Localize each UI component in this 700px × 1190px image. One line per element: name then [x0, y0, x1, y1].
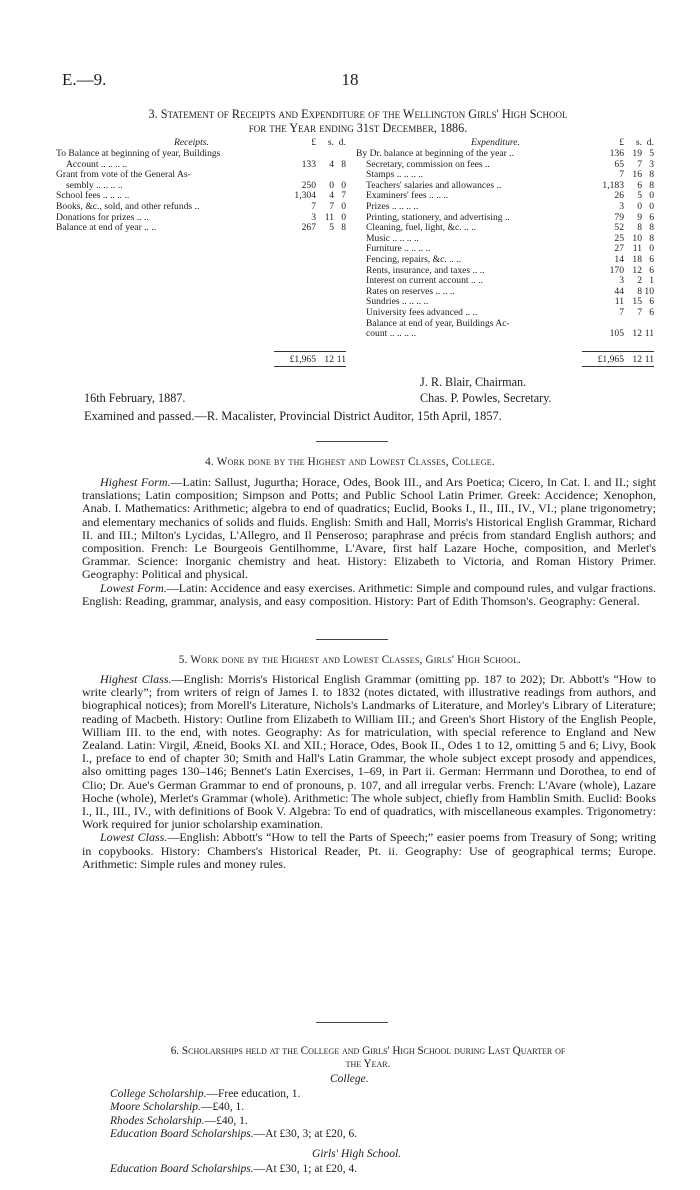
- scholarship-item: [110, 1163, 357, 1176]
- section-4-highest-label: Highest Form.: [100, 475, 171, 489]
- pounds-col-header: £: [311, 137, 316, 148]
- expenditure-total-shillings: 12: [632, 354, 642, 365]
- account-row-label: Prizes .. .. .. ..: [366, 201, 419, 212]
- amount-pounds: 52: [614, 222, 624, 234]
- account-row-label: Examiners' fees .. .. ..: [366, 191, 449, 202]
- expenditure-total-pounds: £1,965: [597, 354, 624, 365]
- scholarship-name: Moore Scholarship.: [110, 1101, 201, 1114]
- section-5-lowest: [82, 831, 656, 871]
- amount-pounds: 250: [301, 179, 316, 191]
- expenditure-total-rule: [582, 351, 654, 352]
- amount-pence: 0: [341, 200, 346, 212]
- account-row-label: Fencing, repairs, &c. .. ..: [366, 254, 462, 265]
- amount-pounds: 7: [619, 306, 624, 318]
- receipts-total-shillings: 12: [324, 354, 334, 365]
- scholarship-name: College Scholarship.: [110, 1088, 207, 1100]
- pence-col-header: d.: [338, 137, 346, 148]
- account-row: [356, 202, 654, 213]
- scholarship-detail: —At £30, 1; at £20, 4.: [253, 1163, 358, 1175]
- receipts-rows: [56, 149, 346, 234]
- receipts-heading: Receipts.: [174, 137, 209, 148]
- account-row-label: Rents, insurance, and taxes .. ..: [366, 265, 485, 276]
- amount-shillings: 2: [637, 275, 642, 287]
- pence-col-header: d.: [646, 137, 654, 148]
- account-row-label: count .. .. .. ..: [366, 329, 417, 340]
- amount-pounds: 25: [614, 232, 624, 244]
- account-row: [56, 202, 346, 213]
- expenditure-total-underline: [582, 366, 654, 367]
- section-6-title-line1: 6. Scholarships held at the College and Girls' High School during Last Quarter of: [170, 1045, 566, 1057]
- receipts-total-pence: 11: [336, 354, 346, 365]
- amount-shillings: 10: [632, 232, 642, 244]
- amount-shillings: 11: [632, 243, 642, 255]
- section-4-lowest: [82, 582, 656, 608]
- amount-pence: 7: [341, 190, 346, 202]
- account-row-label: Rates on reserves .. .. ..: [366, 286, 455, 297]
- section-4-lowest-label: Lowest Form.: [100, 580, 167, 595]
- amount-pence: 8: [649, 169, 654, 181]
- account-row: [356, 191, 654, 202]
- scholarship-item: [110, 1101, 357, 1114]
- account-row: [56, 149, 346, 160]
- pounds-col-header: £: [619, 137, 624, 148]
- section-4-title: 4. Work done by the Highest and Lowest Classes, College.: [205, 456, 495, 468]
- account-row: [356, 244, 654, 255]
- receipts-column: [56, 138, 346, 234]
- section-6-title-line2: the Year.: [345, 1058, 391, 1070]
- college-heading: College.: [330, 1073, 369, 1085]
- account-row: [356, 160, 654, 171]
- account-row-label: To Balance at beginning of year, Buildings: [56, 149, 221, 159]
- section-3-title-line1: 3. Statement of Receipts and Expenditure of the Wellington Girls' High School: [148, 107, 568, 121]
- audit-statement: Examined and passed.—R. Macalister, Provincial District Auditor, 15th April, 1857.: [84, 409, 502, 423]
- expenditure-rows: [356, 149, 654, 340]
- amount-pence: 0: [649, 190, 654, 202]
- expenditure-column: [356, 138, 654, 340]
- amount-pence: 8: [341, 222, 346, 234]
- amount-pounds: 27: [614, 243, 624, 255]
- amount-pounds: 170: [609, 264, 624, 276]
- amount-pounds: 3: [619, 275, 624, 287]
- amount-pounds: 44: [614, 285, 624, 297]
- account-row: [356, 223, 654, 234]
- document-reference: E.—9.: [62, 70, 107, 89]
- section-divider: [316, 441, 388, 442]
- account-row-label: Cleaning, fuel, light, &c. .. ..: [366, 223, 477, 234]
- amount-shillings: 12: [632, 328, 642, 340]
- amount-pounds: 26: [614, 190, 624, 202]
- amount-shillings: 0: [329, 179, 334, 191]
- account-row: [356, 297, 654, 308]
- account-row-label: Teachers' salaries and allowances ..: [366, 180, 502, 191]
- receipts-header: [56, 138, 346, 149]
- account-row-label: Sundries .. .. .. ..: [366, 297, 429, 308]
- scholarship-item: [110, 1128, 357, 1141]
- account-row: [356, 308, 654, 319]
- amount-pence: 6: [649, 306, 654, 318]
- account-row-label: Stamps .. .. .. ..: [366, 170, 424, 181]
- section-4-highest-text: —Latin: Sallust, Jugurtha; Horace, Odes, Book III., and Ars Poetica; Cicero, In Cat. I. and II.; sight translations; Latin composition; Simpson and Potts; and Public School Latin Primer. Greek: Accidence; Xenophon, Anab. I. Mathematics: Arithmetic; algebra to end of quadratics; Euclid, Books I., II., III., IV., VI.; plane trigonometry; and elementary mechanics of solids and fluids. English: Smith and Hall, Morris's Historical English Grammar, Richard II. and III.; Milton's Lycidas, L'Allegro, and Il Penseroso; paraphrase and précis from standard English authors; and composition. French: Le Bourgeois Gentilhomme, L'Avare, first half Lazare Hoche, composition, and Merlet's Grammar. Science: Inorganic chemistry and heat. History: Elizabeth to Victoria, and Roman History Primer. Geography: Political and physical.: [82, 475, 656, 582]
- amount-pounds: 3: [311, 211, 316, 223]
- amount-shillings: 6: [637, 179, 642, 191]
- girls-scholarships: [110, 1163, 357, 1176]
- account-row: [356, 266, 654, 277]
- amount-pence: 6: [649, 264, 654, 276]
- amount-shillings: 8: [637, 222, 642, 234]
- amount-pence: 8: [649, 222, 654, 234]
- account-row: [356, 149, 654, 160]
- amount-pence: 0: [341, 211, 346, 223]
- amount-pounds: 7: [619, 169, 624, 181]
- receipts-total-pounds: £1,965: [289, 354, 316, 365]
- amount-shillings: 9: [637, 211, 642, 223]
- section-5-lowest-text: —English: Abbott's “How to tell the Parts of Speech;” easier poems from Treasury of Song; writing in copybooks. History: Chambers's Historical Reader, Pt. ii. Geography: Use of geographical terms; Europe. Arithmetic: Simple rules and money rules.: [82, 830, 656, 871]
- account-row-label: Account .. .. .. ..: [66, 159, 128, 170]
- receipts-total-underline: [274, 366, 346, 367]
- amount-shillings: 4: [329, 158, 334, 170]
- girls-high-school-heading: Girls' High School.: [312, 1148, 402, 1160]
- expenditure-total-pence: 11: [644, 354, 654, 365]
- amount-pence: 1: [649, 275, 654, 287]
- amount-pounds: 1,183: [602, 179, 624, 191]
- account-row-label: By Dr. balance at beginning of the year ..: [356, 149, 514, 159]
- account-row-label: Secretary, commission on fees ..: [366, 159, 490, 170]
- amount-pence: 6: [649, 296, 654, 308]
- account-row-label: Printing, stationery, and advertising ..: [366, 212, 510, 223]
- account-row-label: Interest on current account .. ..: [366, 276, 483, 287]
- amount-shillings: 11: [324, 211, 334, 223]
- amount-pounds: 3: [619, 200, 624, 212]
- college-scholarships: [110, 1088, 357, 1142]
- scholarship-detail: —At £30, 3; at £20, 6.: [253, 1128, 358, 1141]
- section-divider: [316, 1022, 388, 1023]
- account-row-label: Balance at end of year .. ..: [56, 223, 157, 234]
- amount-pounds: 1,304: [294, 190, 316, 202]
- amount-shillings: 5: [329, 222, 334, 234]
- amount-shillings: 0: [637, 200, 642, 212]
- amount-pence: 8: [341, 158, 346, 170]
- section-6-title: [82, 1045, 654, 1071]
- scholarship-name: Education Board Scholarships.: [110, 1128, 254, 1141]
- amount-shillings: 15: [632, 296, 642, 308]
- scholarship-detail: —£40, 1.: [204, 1114, 248, 1127]
- amount-pounds: 105: [609, 328, 624, 340]
- chairman-signature: J. R. Blair, Chairman.: [420, 375, 527, 389]
- account-row-label: Balance at end of year, Buildings Ac-: [366, 318, 510, 329]
- amount-pence: 0: [649, 200, 654, 212]
- shillings-col-header: s.: [635, 137, 642, 148]
- account-row: [356, 234, 654, 245]
- page-header: [62, 70, 638, 90]
- secretary-signature: Chas. P. Powles, Secretary.: [420, 391, 552, 405]
- account-row-label: Donations for prizes .. ..: [56, 212, 149, 223]
- section-5-body: [82, 673, 656, 871]
- amount-shillings: 18: [632, 253, 642, 265]
- section-4-lowest-text: —Latin: Accidence and easy exercises. Arithmetic: Simple and compound rules, and vulgar fractions. English: Reading, grammar, analysis, and easy composition. History: Part of Edith Thomson's. Geography: General.: [82, 580, 656, 608]
- section-5-title: 5. Work done by the Highest and Lowest Classes, Girls' High School.: [178, 654, 522, 666]
- account-row: [356, 255, 654, 266]
- amount-shillings: 16: [632, 169, 642, 181]
- account-row-label: Grant from vote of the General As-: [56, 170, 191, 181]
- account-row-label: Books, &c., sold, and other refunds ..: [56, 201, 200, 212]
- amount-shillings: 12: [632, 264, 642, 276]
- account-row: [56, 160, 346, 171]
- scholarship-item: [110, 1115, 357, 1128]
- amount-pence: 3: [649, 158, 654, 170]
- amount-shillings: 7: [637, 158, 642, 170]
- amount-pence: 6: [649, 211, 654, 223]
- amount-pounds: 7: [311, 200, 316, 212]
- account-row-label: School fees .. .. .. ..: [56, 191, 130, 202]
- scholarship-detail: —Free education, 1.: [206, 1088, 301, 1100]
- amount-pounds: 133: [301, 158, 316, 170]
- amount-pence: 8: [649, 232, 654, 244]
- amount-shillings: 7: [637, 306, 642, 318]
- amount-shillings: 4: [329, 190, 334, 202]
- signature-chairman: [420, 375, 526, 390]
- section-3-title: [76, 107, 640, 135]
- section-divider: [316, 639, 388, 640]
- account-row: [56, 191, 346, 202]
- amount-pounds: 14: [614, 253, 624, 265]
- account-row: [356, 213, 654, 224]
- account-row: [56, 223, 346, 234]
- amount-shillings: 7: [329, 200, 334, 212]
- account-row: [356, 181, 654, 192]
- amount-pence: 8: [649, 179, 654, 191]
- section-4-body: [82, 476, 656, 608]
- amount-pounds: 11: [614, 296, 624, 308]
- amount-pence: 5: [649, 148, 654, 159]
- scholarship-name: Education Board Scholarships.: [110, 1163, 254, 1175]
- account-row-label: Furniture .. .. .. ..: [366, 244, 431, 255]
- section-4-highest: [82, 476, 656, 582]
- section-5-highest: [82, 673, 656, 831]
- account-row: [356, 287, 654, 298]
- scholarship-item: [110, 1088, 357, 1101]
- amount-pence: 0: [341, 179, 346, 191]
- shillings-col-header: s.: [327, 137, 334, 148]
- amount-pounds: 65: [614, 158, 624, 170]
- statement-date: 16th February, 1887.: [84, 391, 186, 405]
- section-5-lowest-label: Lowest Class.: [100, 830, 168, 845]
- amount-pence: 0: [649, 243, 654, 255]
- page-number: 18: [341, 70, 359, 89]
- amount-pence: 11: [644, 328, 654, 340]
- amount-pounds: 267: [301, 222, 316, 234]
- account-row: [356, 276, 654, 287]
- amount-pence: 6: [649, 253, 654, 265]
- amount-shillings: 8: [637, 285, 642, 297]
- receipts-total-rule: [274, 351, 346, 352]
- amount-pounds: 136: [609, 148, 624, 159]
- signature-secretary: [420, 391, 552, 406]
- amount-shillings: 5: [637, 190, 642, 202]
- account-row: [356, 329, 654, 340]
- section-3-title-line2: for the Year ending 31st December, 1886.: [248, 121, 468, 135]
- expenditure-heading: Expenditure.: [471, 137, 520, 148]
- account-row-label: sembly .. .. .. ..: [66, 180, 123, 191]
- section-5-highest-label: Highest Class.: [100, 672, 172, 686]
- account-row-label: Music .. .. .. ..: [366, 233, 419, 244]
- amount-pence: 10: [644, 285, 654, 297]
- scholarship-name: Rhodes Scholarship.: [110, 1114, 205, 1127]
- amount-shillings: 19: [632, 148, 642, 159]
- account-row-label: University fees advanced .. ..: [366, 307, 478, 318]
- section-5-highest-text: —English: Morris's Historical English Grammar (omitting pp. 187 to 202); Dr. Abbott's “How to write clearly”; from writers of reign of James I. to 1832 (notes dictated, with illustrative readings from authors, and biographical notices); from Morell's Literature, Nichols's Landmarks of Literature, and Morley's Library of Literature; reading of Macbeth. History: Outline from Elizabeth to William III.; and Green's Short History of the English People, William III. to the end, with notes. Geography: As for matriculation, with special reference to England and New Zealand. Latin: Virgil, Æneid, Books XI. and XII.; Horace, Odes, Book II., Odes 1 to 12, omitting 5 and 6; Livy, Book I., preface to end of chapter 30; Smith and Hall's Latin Grammar, the whole subject except prosody and appendices, also omitting pages 130–146; Bennet's Latin Exercises, 1–69, in Part ii. German: Herrmann und Dorothea, to end of Clio; Dr. Aue's German Grammar to end of pronouns, p. 107, and all irregular verbs. French: L'Avare (whole), Lazare Hoche (whole), Merlet's Grammar (whole). Arithmetic: The whole subject, chiefly from Hamblin Smith. Euclid: Books I., II., III., IV., with definitions of Book V. Algebra: To end of quadratics, with miscellaneous examples. Trigonometry: Work required for junior scholarship examination.: [82, 672, 657, 832]
- amount-pounds: 79: [614, 211, 624, 223]
- scholarship-detail: —£40, 1.: [200, 1101, 245, 1114]
